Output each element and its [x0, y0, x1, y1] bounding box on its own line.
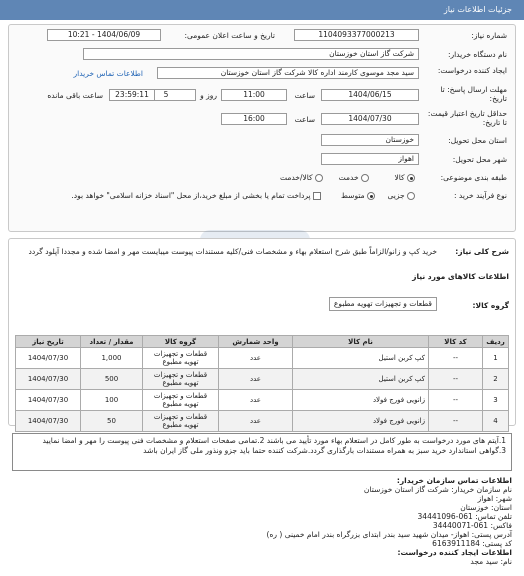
radio-minor[interactable]	[407, 192, 415, 200]
col-code: کد کالا	[429, 336, 483, 348]
city-field: اهواز	[321, 153, 419, 165]
validity-time-label: ساعت	[294, 115, 315, 124]
cell-name: زانویی فورج فولاد	[293, 411, 429, 432]
table-row	[16, 390, 509, 411]
cell-code: --	[429, 348, 483, 369]
contact-info	[12, 476, 512, 566]
cell-name: زانویی فورج فولاد	[293, 390, 429, 411]
validity-date-field: 1404/07/30	[321, 113, 419, 125]
contact-title: اطلاعات تماس سازمان خریدار:	[396, 476, 512, 485]
creator-name: نام: سید مجد	[470, 557, 512, 566]
col-row: ردیف	[483, 336, 509, 348]
cell-code: --	[429, 390, 483, 411]
cell-unit: عدد	[219, 348, 293, 369]
cell-code: --	[429, 411, 483, 432]
need-details-panel	[8, 238, 516, 429]
cell-qty: 50	[81, 411, 143, 432]
city-label: شهر محل تحویل:	[452, 155, 507, 164]
cell-group: قطعات و تجهیزات تهویه مطبوع	[143, 411, 219, 432]
goods-info-heading: اطلاعات کالاهای مورد نیاز	[412, 272, 509, 281]
table-row	[16, 348, 509, 369]
requester-label: ایجاد کننده درخواست:	[437, 66, 507, 75]
contact-fax: فاکس: 061-34440071	[432, 521, 512, 530]
contact-address: آدرس پستی: اهواز- میدان شهید سید بندر ابتدای بزرگراه بندر امام خمینی ( ره)	[266, 530, 512, 539]
buyer-contact-link[interactable]: اطلاعات تماس خریدار	[73, 69, 143, 78]
category-label: طبقه بندی موضوعی:	[440, 173, 507, 182]
validity-time-field: 16:00	[221, 113, 287, 125]
table-row	[16, 369, 509, 390]
goods-table	[15, 335, 509, 432]
contact-postal: کد پستی: 6163911184	[432, 539, 512, 548]
cell-unit: عدد	[219, 411, 293, 432]
buyer-notes: 1.آیتم های مورد درخواست به طور کامل در استعلام بهاء مورد تأیید می باشند 2.تمامی صفحات استعلام و مشخصات فنی پیوست را مهر و امضا نمایید 3.گواهی استاندارد خرید سبز به همراه مستندات بارگذاری گردد.شرکت کننده حتما باید جزو ونذور ملی گاز ایران باشد	[12, 433, 512, 471]
cell-group: قطعات و تجهیزات تهویه مطبوع	[143, 390, 219, 411]
contact-org: نام سازمان خریدار: شرکت گاز استان خوزستان	[363, 485, 512, 494]
cell-date: 1404/07/30	[16, 348, 81, 369]
need-number-label: شماره نیاز:	[471, 31, 507, 40]
cell-code: --	[429, 369, 483, 390]
cell-group: قطعات و تجهیزات تهویه مطبوع	[143, 369, 219, 390]
process-label: نوع فرآیند خرید :	[453, 191, 507, 200]
cell-qty: 500	[81, 369, 143, 390]
goods-group-field: قطعات و تجهیزات تهویه مطبوع	[329, 297, 437, 311]
summary-text: خرید کپ و زانو/الزاماً طبق شرح استعلام بهاء و مشخصات فنی/کلیه مستندات پیوست میبایست مهر و امضا شده و مجددا آپلود گردد	[28, 247, 437, 256]
need-info-panel	[8, 24, 516, 232]
requester-field: سید مجد موسوی کارمند اداره کالا شرکت گاز استان خوزستان	[157, 67, 419, 79]
category-option-service[interactable]: خدمت	[339, 173, 369, 182]
contact-province: استان: خوزستان	[460, 503, 512, 512]
cell-name: کپ کربن استیل	[293, 369, 429, 390]
cell-date: 1404/07/30	[16, 369, 81, 390]
contact-city: شهر: اهواز	[477, 494, 512, 503]
cell-unit: عدد	[219, 390, 293, 411]
treasury-payment-option[interactable]: پرداخت تمام یا بخشی از مبلغ خرید،از محل "اسناد خزانه اسلامی" خواهد بود.	[71, 191, 321, 200]
cell-row: 4	[483, 411, 509, 432]
cell-date: 1404/07/30	[16, 411, 81, 432]
cell-name: کپ کربن استیل	[293, 348, 429, 369]
radio-medium[interactable]	[367, 192, 375, 200]
radio-goods-service[interactable]	[315, 174, 323, 182]
remaining-time-field: 23:59:11	[109, 89, 155, 101]
col-name: نام کالا	[293, 336, 429, 348]
col-date: تاریخ نیاز	[16, 336, 81, 348]
col-qty: مقدار / تعداد	[81, 336, 143, 348]
radio-goods[interactable]	[407, 174, 415, 182]
cell-row: 2	[483, 369, 509, 390]
province-field: خوزستان	[321, 134, 419, 146]
radio-service[interactable]	[361, 174, 369, 182]
process-option-medium[interactable]: متوسط	[341, 191, 375, 200]
announce-date-field: 1404/06/09 - 10:21	[47, 29, 161, 41]
buyer-org-field: شرکت گاز استان خوزستان	[83, 48, 419, 60]
table-header-row	[16, 336, 509, 348]
min-validity-label: حداقل تاریخ اعتبار قیمت: تا تاریخ:	[427, 109, 507, 127]
reply-time-label: ساعت	[294, 91, 315, 100]
province-label: استان محل تحویل:	[448, 136, 507, 145]
reply-deadline-label: مهلت ارسال پاسخ: تا تاریخ:	[440, 85, 507, 103]
days-label: روز و	[200, 91, 217, 100]
category-option-goods[interactable]: کالا	[394, 173, 415, 182]
reply-time-field: 11:00	[221, 89, 287, 101]
col-unit: واحد شمارش	[219, 336, 293, 348]
cell-date: 1404/07/30	[16, 390, 81, 411]
reply-date-field: 1404/06/15	[321, 89, 419, 101]
remaining-time-label: ساعت باقی مانده	[47, 91, 103, 100]
cell-row: 1	[483, 348, 509, 369]
process-option-minor[interactable]: جزیی	[387, 191, 415, 200]
buyer-org-label: نام دستگاه خریدار:	[447, 50, 507, 59]
cell-unit: عدد	[219, 369, 293, 390]
page-header: جزئیات اطلاعات نیاز	[0, 0, 524, 20]
table-row	[16, 411, 509, 432]
days-remaining-field: 5	[136, 89, 196, 101]
creator-title: اطلاعات ایجاد کننده درخواست:	[397, 548, 512, 557]
cell-row: 3	[483, 390, 509, 411]
cell-group: قطعات و تجهیزات تهویه مطبوع	[143, 348, 219, 369]
cell-qty: 100	[81, 390, 143, 411]
goods-group-label: گروه کالا:	[472, 301, 509, 310]
announce-date-label: تاریخ و ساعت اعلان عمومی:	[184, 31, 275, 40]
treasury-checkbox[interactable]	[313, 192, 321, 200]
cell-qty: 1,000	[81, 348, 143, 369]
summary-label: شرح کلی نیاز:	[455, 247, 509, 256]
category-option-both[interactable]: کالا/خدمت	[280, 173, 323, 182]
need-number-field: 1104093377000213	[294, 29, 419, 41]
contact-phone: تلفن تماس: 061-34441096	[417, 512, 512, 521]
col-group: گروه کالا	[143, 336, 219, 348]
